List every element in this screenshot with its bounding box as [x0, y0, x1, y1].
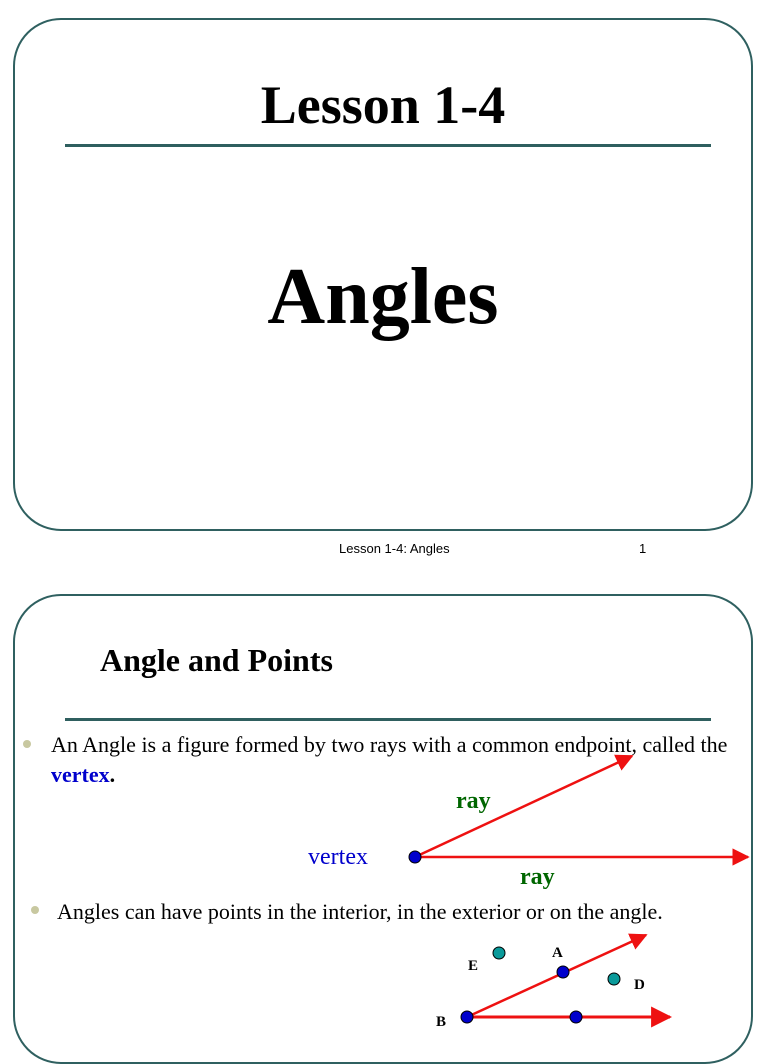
point-e — [493, 947, 505, 959]
label-d: D — [634, 977, 645, 993]
point-b — [461, 1011, 473, 1023]
bullet-1-text: An Angle is a figure formed by two rays with a common endpoint, called the — [51, 732, 728, 757]
vertex-point — [409, 851, 421, 863]
ray-label-bottom: ray — [520, 864, 555, 890]
point-a — [557, 966, 569, 978]
vertex-label: vertex — [308, 844, 368, 870]
bullet-2: Angles can have points in the interior, in the exterior or on the angle. — [57, 899, 663, 924]
lesson-title: Lesson 1-4 — [260, 75, 506, 135]
label-e: E — [468, 958, 479, 974]
vertex-term: vertex — [51, 762, 110, 787]
bullet-1-period: . — [109, 762, 116, 787]
label-a: A — [552, 945, 563, 961]
label-b: B — [436, 1014, 447, 1030]
point-on-ray — [570, 1011, 582, 1023]
ray-label-top: ray — [456, 788, 491, 814]
ray-upper — [415, 756, 632, 857]
point-d — [608, 973, 620, 985]
slide-subtitle: Angles — [267, 253, 499, 341]
slide-page-number: 1 — [639, 541, 647, 556]
slide-footer-caption: Lesson 1-4: Angles — [339, 541, 450, 556]
slide-heading: Angle and Points — [100, 642, 333, 678]
